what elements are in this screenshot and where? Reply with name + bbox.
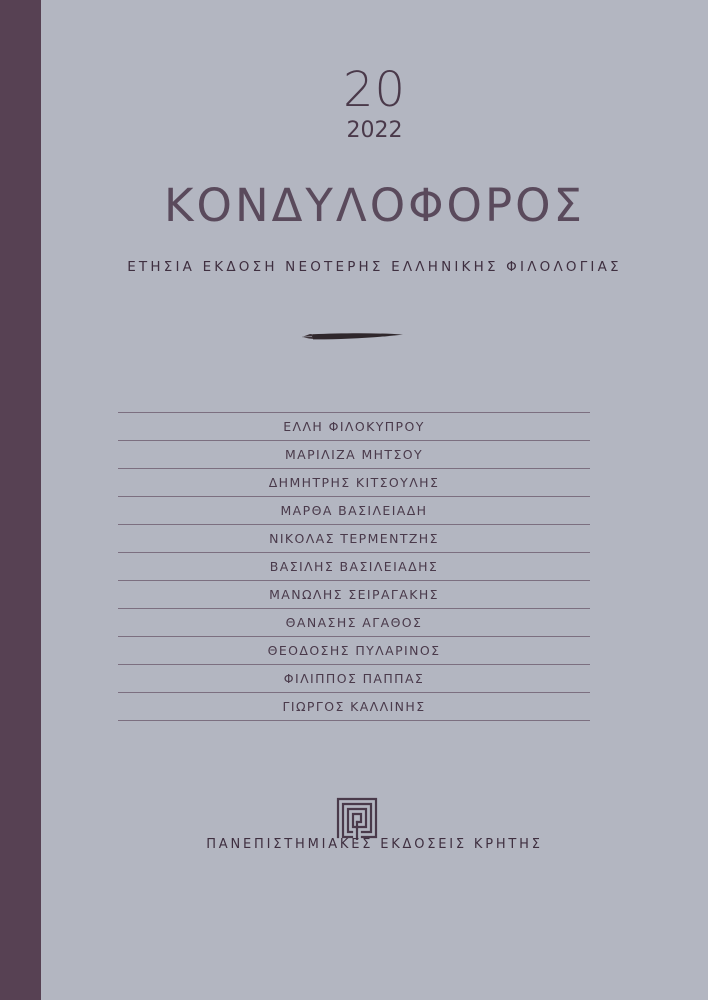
author-name: ΜΑΡΙΛΙΖΑ ΜΗΤΣΟΥ [118, 441, 590, 469]
author-name: ΘΑΝΑΣΗΣ ΑΓΑΘΟΣ [118, 609, 590, 637]
issue-number: 20 [342, 62, 407, 118]
book-cover [41, 0, 708, 1000]
issue-year: 2022 [346, 118, 403, 143]
author-name: ΔΗΜΗΤΡΗΣ ΚΙΤΣΟΥΛΗΣ [118, 469, 590, 497]
book-spine-band [0, 0, 41, 1000]
author-list [118, 412, 590, 721]
author-name: ΝΙΚΟΛΑΣ ΤΕΡΜΕΝΤΖΗΣ [118, 525, 590, 553]
journal-subtitle: ΕΤΗΣΙΑ ΕΚΔΟΣΗ ΝΕΟΤΕΡΗΣ ΕΛΛΗΝΙΚΗΣ ΦΙΛΟΛΟΓΙΑΣ [127, 259, 622, 275]
pen-nib-icon [300, 328, 404, 344]
publisher-name: ΠΑΝΕΠΙΣΤΗΜΙΑΚΕΣ ΕΚΔΟΣΕΙΣ ΚΡΗΤΗΣ [206, 837, 543, 852]
author-name: ΜΑΝΩΛΗΣ ΣΕΙΡΑΓΑΚΗΣ [118, 581, 590, 609]
author-name: ΓΙΩΡΓΟΣ ΚΑΛΛΙΝΗΣ [118, 693, 590, 721]
labyrinth-logo-icon [335, 796, 379, 840]
author-name: ΦΙΛΙΠΠΟΣ ΠΑΠΠΑΣ [118, 665, 590, 693]
author-name: ΕΛΛΗ ΦΙΛΟΚΥΠΡΟΥ [118, 413, 590, 441]
author-name: ΒΑΣΙΛΗΣ ΒΑΣΙΛΕΙΑΔΗΣ [118, 553, 590, 581]
journal-title: ΚΟΝΔΥΛΟΦΟΡΟΣ [164, 179, 585, 232]
author-name: ΜΑΡΘΑ ΒΑΣΙΛΕΙΑΔΗ [118, 497, 590, 525]
author-name: ΘΕΟΔΟΣΗΣ ΠΥΛΑΡΙΝΟΣ [118, 637, 590, 665]
